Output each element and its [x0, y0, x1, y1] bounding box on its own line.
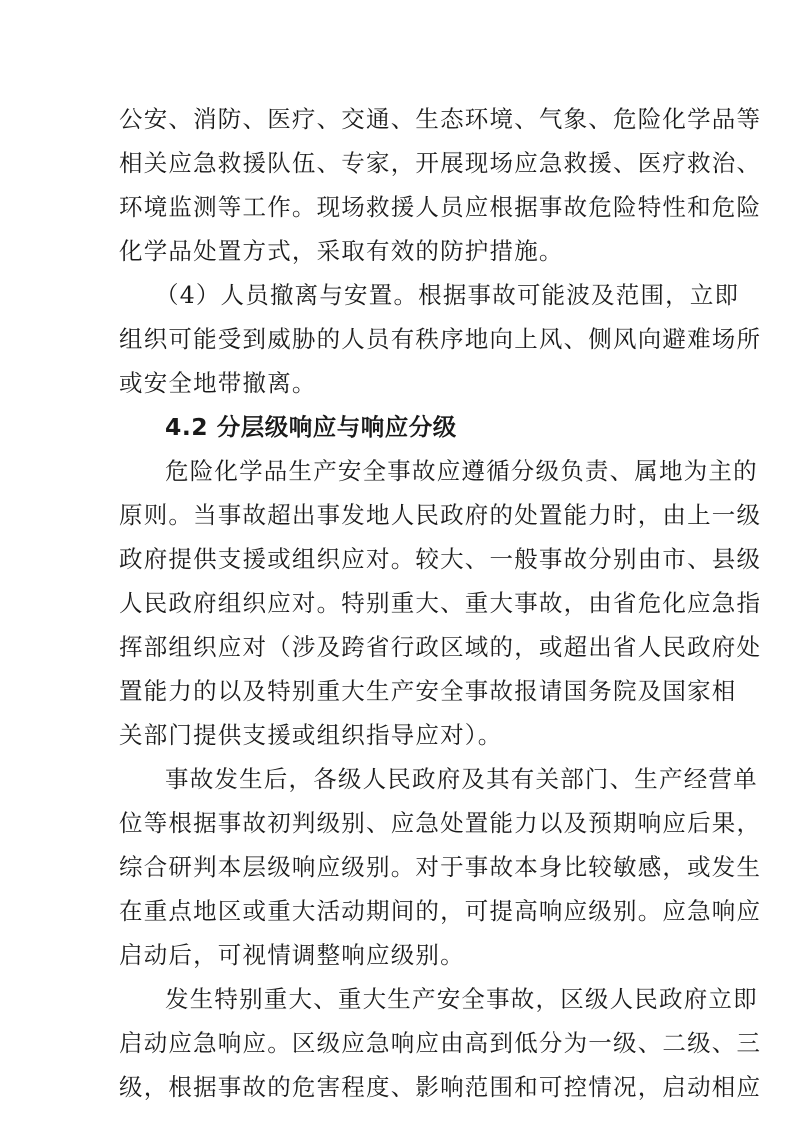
body-text-line: 化学品处置方式，采取有效的防护措施。 [119, 237, 564, 265]
body-text-line: 危险化学品生产安全事故应遵循分级负责、属地为主的 [165, 457, 758, 485]
body-text-line: （4）人员撤离与安置。根据事故可能波及范围，立即 [155, 281, 740, 309]
body-text-line: 相关应急救援队伍、专家，开展现场应急救援、医疗救治、 [119, 149, 762, 177]
body-text-line: 或安全地带撤离。 [119, 369, 317, 397]
body-text-line: 启动后，可视情调整响应级别。 [119, 941, 465, 969]
body-text-line: 原则。当事故超出事发地人民政府的处置能力时，由上一级 [119, 501, 762, 529]
body-text-line: 级，根据事故的危害程度、影响范围和可控情况，启动相应 [119, 1073, 762, 1101]
body-text-line: 事故发生后，各级人民政府及其有关部门、生产经营单 [165, 765, 758, 793]
body-text-line: 关部门提供支援或组织指导应对）。 [119, 721, 503, 749]
body-text-line: 启动应急响应。区级应急响应由高到低分为一级、二级、三 [119, 1029, 762, 1057]
body-text-line: 置能力的以及特别重大生产安全事故报请国务院及国家相 [119, 677, 737, 705]
body-text-line: 政府提供支援或组织应对。较大、一般事故分别由市、县级 [119, 545, 762, 573]
body-text-line: 综合研判本层级响应级别。对于事故本身比较敏感，或发生 [119, 853, 762, 881]
body-text-line: 人民政府组织应对。特别重大、重大事故，由省危化应急指 [119, 589, 762, 617]
body-text-line: 位等根据事故初判级别、应急处置能力以及预期响应后果， [119, 809, 762, 837]
body-text-line: 发生特别重大、重大生产安全事故，区级人民政府立即 [165, 985, 758, 1013]
section-heading: 4.2 分层级响应与响应分级 [165, 413, 457, 441]
body-text-line: 公安、消防、医疗、交通、生态环境、气象、危险化学品等 [119, 105, 762, 133]
body-text-line: 挥部组织应对（涉及跨省行政区域的，或超出省人民政府处 [119, 633, 762, 661]
body-text-line: 环境监测等工作。现场救援人员应根据事故危险特性和危险 [119, 193, 762, 221]
body-text-line: 在重点地区或重大活动期间的，可提高响应级别。应急响应 [119, 897, 762, 925]
body-text-line: 组织可能受到威胁的人员有秩序地向上风、侧风向避难场所 [119, 325, 762, 353]
